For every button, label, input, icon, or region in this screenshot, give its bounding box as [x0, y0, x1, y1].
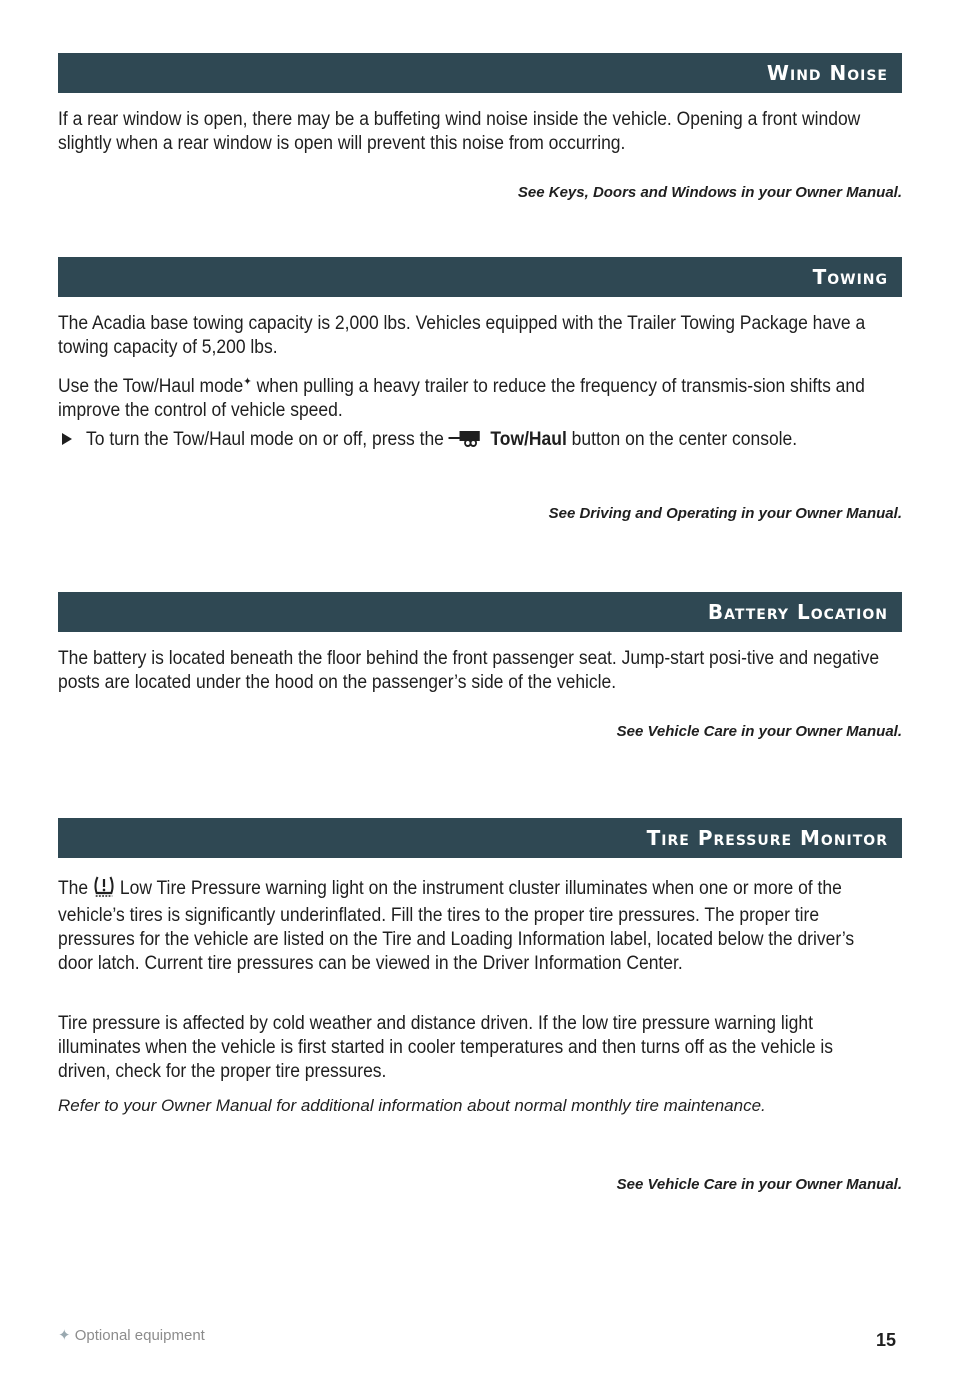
- section-title: Wind Noise: [766, 61, 888, 85]
- bullet-arrow-icon: [62, 433, 72, 445]
- bullet-text-end: button on the center console.: [566, 429, 798, 450]
- wind-noise-reference: See Keys, Doors and Windows in your Owner Manual.: [517, 184, 902, 201]
- optional-equipment-footnote: [58, 1326, 205, 1344]
- towing-paragraph-2: [58, 370, 906, 423]
- tow-haul-text-cont: when pulling a heavy trailer to reduce the frequency of transmis-sion shifts and improve the control of vehicle speed.: [58, 376, 865, 421]
- section-header-wind-noise: [58, 53, 902, 93]
- tire-text-end: Low Tire Pressure warning light on the instrument cluster illuminates when one or more of the vehicle’s tires is significantly underinflated. Fill the tires to the proper tire pressures. The proper tire pressures for the vehicle are listed on the Tire and Loading Information label, located below the driver’s door latch. Current tire pressures can be viewed in the Driver Information Center.: [58, 878, 855, 974]
- section-title: Battery Location: [707, 600, 888, 624]
- optional-equipment-mark: ✦: [243, 376, 252, 388]
- tire-maintenance-note: Refer to your Owner Manual for additional information about normal monthly tire maintenance.: [58, 1096, 766, 1115]
- towing-paragraph-1: The Acadia base towing capacity is 2,000 lbs. Vehicles equipped with the Trailer Towing Package have a towing capacity of 5,200 lbs.: [58, 313, 866, 358]
- tow-haul-button-label: Tow/Haul: [490, 429, 567, 450]
- tow-haul-text: Use the Tow/Haul mode: [58, 376, 244, 397]
- wind-noise-paragraph: If a rear window is open, there may be a buffeting wind noise inside the vehicle. Opening a front window slightly when a rear window is open will prevent this noise from occurring.: [58, 109, 861, 154]
- section-header-towing: [58, 257, 902, 297]
- low-tire-pressure-icon: [93, 875, 115, 904]
- section-header-tire-pressure-monitor: [58, 818, 902, 858]
- battery-paragraph: The battery is located beneath the floor behind the front passenger seat. Jump-start posi-tive and negative posts are located under the hood on the passenger’s side of the vehicle.: [58, 648, 880, 693]
- towing-bullet: [58, 428, 958, 478]
- bullet-text-start: To turn the Tow/Haul mode on or off, press the: [86, 429, 449, 450]
- towing-bullet-text: [86, 428, 822, 455]
- tow-haul-trailer-icon: [449, 428, 486, 455]
- tire-paragraph-1: [58, 875, 858, 976]
- battery-reference: See Vehicle Care in your Owner Manual.: [616, 723, 902, 740]
- tire-paragraph-2: Tire pressure is affected by cold weather and distance driven. If the low tire pressure warning light illuminates when the vehicle is first started in cooler temperatures and then turns off as the vehicle is driven, check for the proper tire pressures.: [58, 1013, 834, 1082]
- footnote-text: Optional equipment: [70, 1327, 205, 1344]
- section-header-battery-location: [58, 592, 902, 632]
- page-number: 15: [875, 1330, 896, 1350]
- tire-reference: See Vehicle Care in your Owner Manual.: [616, 1176, 902, 1193]
- optional-star-icon: ✦: [58, 1327, 71, 1344]
- tire-text-start: The: [58, 878, 93, 899]
- section-title: Towing: [812, 265, 888, 289]
- towing-reference: See Driving and Operating in your Owner Manual.: [548, 505, 902, 522]
- section-title: Tire Pressure Monitor: [646, 826, 888, 850]
